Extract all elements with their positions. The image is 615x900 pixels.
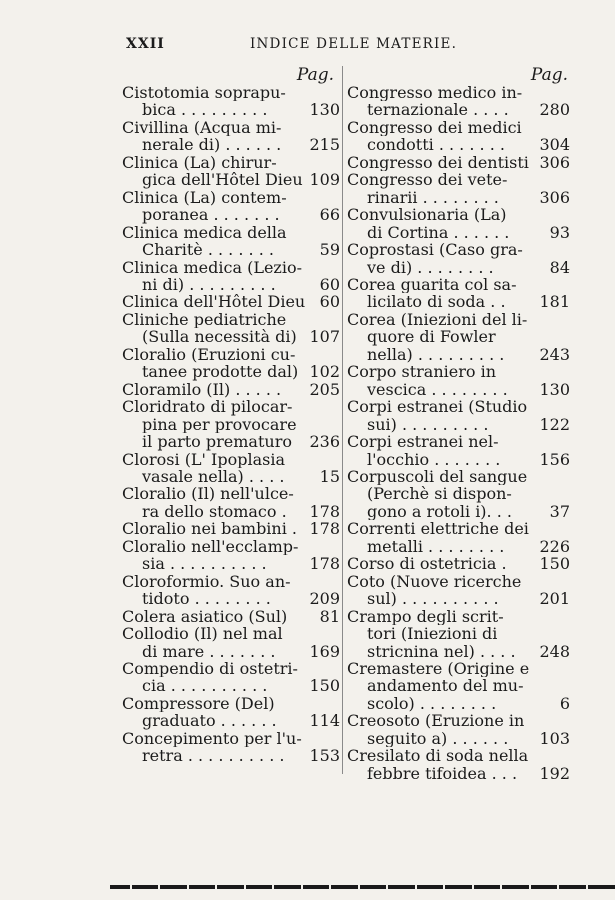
index-entry-text: Clinica dell'Hôtel Dieu: [122, 293, 306, 311]
index-entry-line: [122, 276, 340, 293]
index-entry-line: [122, 363, 340, 380]
index-entry-line: [347, 433, 570, 450]
index-entry-text: Congresso dei dentisti: [347, 153, 529, 172]
index-entry-line: [122, 381, 340, 398]
index-entry-page: 6: [559, 693, 570, 713]
index-entry-text: di Cortina . . . . . .: [367, 223, 510, 242]
index-entry-text: retra . . . . . . . . . .: [142, 747, 285, 765]
index-entry-text: Charitè . . . . . . .: [142, 241, 274, 259]
index-entry-text: Corpo straniero in: [347, 363, 496, 381]
index-entry-page: 150: [309, 676, 340, 696]
index-entry-text: Civillina (Acqua mi-: [122, 118, 282, 137]
index-entry-line: [122, 468, 340, 485]
index-entry-text: Colera asiatico (Sul): [122, 607, 288, 626]
index-entry-page: 201: [539, 589, 570, 609]
index-entry-line: [122, 416, 340, 433]
index-entry-text: Corea (Iniezioni del li-: [347, 310, 528, 329]
index-entry-text: Collodio (Il) nel mal: [122, 625, 283, 643]
index-entry-page: 130: [309, 100, 340, 120]
index-entry-line: [347, 224, 570, 241]
index-entry-line: [347, 730, 570, 747]
column-divider: [342, 66, 343, 774]
index-entry-page: 93: [549, 222, 570, 242]
index-entry-line: [347, 381, 570, 398]
index-entry-text: tanee prodotte dal): [142, 363, 299, 381]
index-entry-page: 178: [309, 554, 340, 574]
index-entry-text: poranea . . . . . . .: [142, 206, 280, 224]
index-entry-page: 248: [539, 641, 570, 661]
index-entry-line: [122, 136, 340, 153]
index-entry-line: [122, 485, 340, 502]
index-entry-line: [347, 538, 570, 555]
index-entry-line: [122, 573, 340, 590]
index-entry-text: Crampo degli scrit-: [347, 607, 504, 626]
index-entry-line: [347, 643, 570, 660]
index-entry-text: metalli . . . . . . . .: [367, 537, 505, 556]
index-entry-line: [122, 328, 340, 345]
index-entry-text: Cloralio (Eruzioni cu-: [122, 345, 296, 364]
index-entry-text: cia . . . . . . . . . .: [142, 677, 268, 695]
index-entry-line: [347, 765, 570, 782]
index-entry-text: tidoto . . . . . . . .: [142, 590, 271, 608]
index-entry-page: 60: [319, 274, 340, 294]
index-entry-text: sia . . . . . . . . . .: [142, 555, 267, 573]
index-entry-text: Compressore (Del): [122, 694, 275, 713]
index-entry-text: seguito a) . . . . . .: [367, 729, 509, 748]
index-entry-line: [122, 695, 340, 712]
index-entry-text: Clinica medica della: [122, 223, 287, 242]
column-header-pag: Pag.: [296, 65, 334, 85]
index-entry-text: Cloroformio. Suo an-: [122, 572, 291, 591]
index-entry-text: nerale di) . . . . . .: [142, 136, 282, 154]
index-entry-line: [122, 224, 340, 241]
index-entry-text: graduato . . . . . .: [142, 712, 277, 730]
index-column-right: [347, 66, 570, 782]
index-entry-text: Cloralio nell'ecclamp-: [122, 537, 299, 556]
index-entry-page: 84: [549, 257, 570, 277]
index-entry-line: [347, 695, 570, 712]
index-entry-page: 102: [309, 362, 340, 382]
index-entry-text: licilato di soda . .: [367, 293, 506, 311]
index-entry-text: Corso di ostetricia .: [347, 555, 507, 573]
index-entry-line: [347, 119, 570, 136]
index-entry-line: [347, 677, 570, 694]
index-entry-line: [347, 712, 570, 729]
index-entry-text: scolo) . . . . . . . .: [367, 694, 497, 713]
index-entry-text: sul) . . . . . . . . . .: [367, 590, 499, 608]
index-entry-text: vescica . . . . . . . .: [367, 380, 508, 399]
index-entry-line: [347, 363, 570, 380]
index-entry-line: [347, 136, 570, 153]
index-entry-page: 169: [309, 641, 340, 661]
index-entry-text: condotti . . . . . . .: [367, 136, 505, 154]
index-entry-line: [347, 608, 570, 625]
index-entry-page: 107: [309, 327, 340, 347]
index-entry-text: (Perchè si dispon-: [367, 485, 512, 503]
index-entry-page: 205: [309, 379, 340, 399]
index-entry-page: 280: [539, 100, 570, 120]
index-entry-line: [122, 241, 340, 258]
index-entry-page: 81: [319, 606, 340, 626]
index-entry-page: 209: [309, 589, 340, 609]
running-head: [0, 36, 615, 56]
index-entry-line: [347, 346, 570, 363]
index-entry-line: [347, 171, 570, 188]
index-entry-page: 122: [539, 414, 570, 434]
index-entry-line: [122, 433, 340, 450]
index-entry-text: Cistotomia soprapu-: [122, 84, 286, 102]
index-entry-text: Cloralio nei bambini .: [122, 520, 298, 538]
index-entry-line: [122, 84, 340, 101]
index-entry-line: [122, 398, 340, 415]
index-entry-line: [347, 451, 570, 468]
index-entry-line: [347, 555, 570, 572]
index-entry-text: stricnina nel) . . . .: [367, 642, 516, 660]
index-entry-text: quore di Fowler: [367, 328, 496, 346]
index-entry-page: 306: [539, 152, 570, 172]
index-entry-text: vasale nella) . . . .: [142, 467, 285, 486]
index-entry-page: 192: [539, 763, 570, 783]
index-entry-line: [122, 608, 340, 625]
index-entry-line: [122, 503, 340, 520]
index-entry-page: 37: [549, 501, 570, 521]
index-entry-text: Congresso dei medici: [347, 118, 522, 137]
index-entry-text: Coprostasi (Caso gra-: [347, 241, 523, 259]
index-entry-page: 226: [539, 536, 570, 556]
index-entry-line: [347, 311, 570, 328]
index-entry-line: [122, 451, 340, 468]
bottom-scan-edge: [110, 882, 615, 892]
index-entry-text: Corpi estranei (Studio: [347, 398, 528, 416]
index-entry-text: Cliniche pediatriche: [122, 310, 287, 329]
index-entry-text: ra dello stomaco .: [142, 502, 287, 521]
index-entry-text: rinarii . . . . . . . .: [367, 188, 499, 207]
index-entry-text: Convulsionaria (La): [347, 206, 507, 224]
index-entry-page: 114: [309, 711, 340, 731]
index-entry-text: tori (Iniezioni di: [367, 625, 498, 643]
index-entry-text: Cloralio (Il) nell'ulce-: [122, 485, 294, 503]
index-entry-text: ve di) . . . . . . . .: [367, 258, 494, 276]
index-entry-page: 60: [319, 292, 340, 312]
index-entry-line: [347, 241, 570, 258]
index-entry-text: sui) . . . . . . . . .: [367, 415, 489, 434]
index-entry-text: Congresso dei vete-: [347, 171, 508, 189]
index-entry-page: 181: [539, 292, 570, 312]
index-entry-text: Cremastere (Origine e: [347, 659, 530, 678]
index-entry-line: [347, 520, 570, 537]
index-entry-text: Clorosi (L' Ipoplasia: [122, 450, 285, 468]
index-entry-line: [122, 259, 340, 276]
index-entry-text: di mare . . . . . . .: [142, 642, 276, 660]
index-entry-page: 306: [539, 187, 570, 207]
index-entry-line: [122, 660, 340, 677]
index-entry-line: [122, 346, 340, 363]
index-entry-text: Cloramilo (Il) . . . . .: [122, 380, 282, 399]
index-entry-line: [122, 730, 340, 747]
index-entry-line: [122, 555, 340, 572]
index-entry-page: 109: [309, 170, 340, 190]
index-entry-page: 66: [319, 205, 340, 225]
index-entry-line: [347, 189, 570, 206]
index-entry-page: 15: [319, 466, 340, 486]
index-entry-line: [122, 189, 340, 206]
index-entry-line: [347, 485, 570, 502]
index-entry-line: [122, 590, 340, 607]
index-column-left: [122, 66, 340, 765]
index-entry-text: l'occhio . . . . . . .: [367, 450, 501, 468]
index-entry-text: Compendio di ostetri-: [122, 659, 298, 678]
index-entry-text: Correnti elettriche dei: [347, 520, 529, 538]
index-entry-text: il parto prematuro: [142, 433, 292, 451]
index-entry-text: febbre tifoidea . . .: [367, 764, 518, 783]
index-entry-page: 304: [539, 135, 570, 155]
index-entry-page: 150: [539, 554, 570, 574]
index-entry-text: bica . . . . . . . . .: [142, 101, 268, 119]
index-entry-text: Corpi estranei nel-: [347, 433, 499, 451]
index-entry-page: 215: [309, 135, 340, 155]
index-entry-line: [347, 101, 570, 118]
column-header-pag: Pag.: [530, 65, 568, 85]
index-entry-line: [122, 625, 340, 642]
index-entry-text: Corpuscoli del sangue: [347, 467, 528, 486]
index-entry-line: [122, 206, 340, 223]
index-entry-line: [347, 154, 570, 171]
index-entry-line: [122, 643, 340, 660]
index-entry-line: [122, 154, 340, 171]
index-entry-line: [122, 677, 340, 694]
page-title: INDICE DELLE MATERIE.: [250, 36, 458, 52]
index-entry-text: Clinica (La) contem-: [122, 188, 287, 207]
index-entry-page: 153: [309, 746, 340, 766]
index-entry-page: 59: [319, 240, 340, 260]
index-entry-line: [347, 398, 570, 415]
index-entry-page: 130: [539, 379, 570, 399]
index-entry-text: Cresilato di soda nella: [347, 747, 529, 765]
index-entry-text: gono a rotoli i). . .: [367, 502, 512, 521]
index-entry-line: [122, 712, 340, 729]
index-entry-text: Congresso medico in-: [347, 84, 523, 102]
index-entry-line: [347, 468, 570, 485]
index-entry-text: Cloridrato di pilocar-: [122, 398, 293, 416]
index-entry-line: [347, 84, 570, 101]
index-entry-line: [347, 503, 570, 520]
index-entry-line: [347, 416, 570, 433]
index-entry-text: ni di) . . . . . . . . .: [142, 275, 276, 294]
index-entry-line: [347, 206, 570, 223]
index-entry-text: Concepimento per l'u-: [122, 729, 302, 748]
index-entry-text: Creosoto (Eruzione in: [347, 712, 525, 730]
index-entry-line: [122, 101, 340, 118]
index-entry-line: [122, 119, 340, 136]
index-entry-text: Corea guarita col sa-: [347, 275, 517, 294]
index-entry-line: [122, 171, 340, 188]
index-entry-line: [347, 590, 570, 607]
index-entry-page: 243: [539, 344, 570, 364]
index-entry-text: Coto (Nuove ricerche: [347, 572, 522, 591]
index-entry-page: 236: [309, 432, 340, 452]
index-entry-line: [347, 660, 570, 677]
index-entry-page: 178: [309, 501, 340, 521]
index-entry-line: [122, 311, 340, 328]
index-entry-text: (Sulla necessità di): [142, 328, 297, 346]
index-entry-text: Clinica (La) chirur-: [122, 153, 277, 172]
index-entry-text: gica dell'Hôtel Dieu: [142, 171, 303, 189]
index-entry-line: [122, 293, 340, 310]
index-entry-text: andamento del mu-: [367, 677, 524, 695]
index-entry-text: nella) . . . . . . . . .: [367, 345, 505, 364]
page-number: XXII: [126, 36, 165, 52]
index-entry-page: 156: [539, 449, 570, 469]
index-entry-line: [347, 328, 570, 345]
index-entry-text: pina per provocare: [142, 415, 297, 434]
index-entry-line: [122, 520, 340, 537]
index-entry-page: 178: [309, 519, 340, 539]
index-entry-line: [122, 747, 340, 764]
index-entry-line: [347, 573, 570, 590]
index-entry-line: [347, 293, 570, 310]
index-entry-page: 103: [539, 728, 570, 748]
index-entry-line: [347, 259, 570, 276]
index-entry-line: [347, 276, 570, 293]
index-entry-line: [347, 625, 570, 642]
index-entry-text: Clinica medica (Lezio-: [122, 258, 302, 276]
index-entry-text: ternazionale . . . .: [367, 101, 509, 119]
index-entry-line: [122, 538, 340, 555]
index-entry-line: [347, 747, 570, 764]
